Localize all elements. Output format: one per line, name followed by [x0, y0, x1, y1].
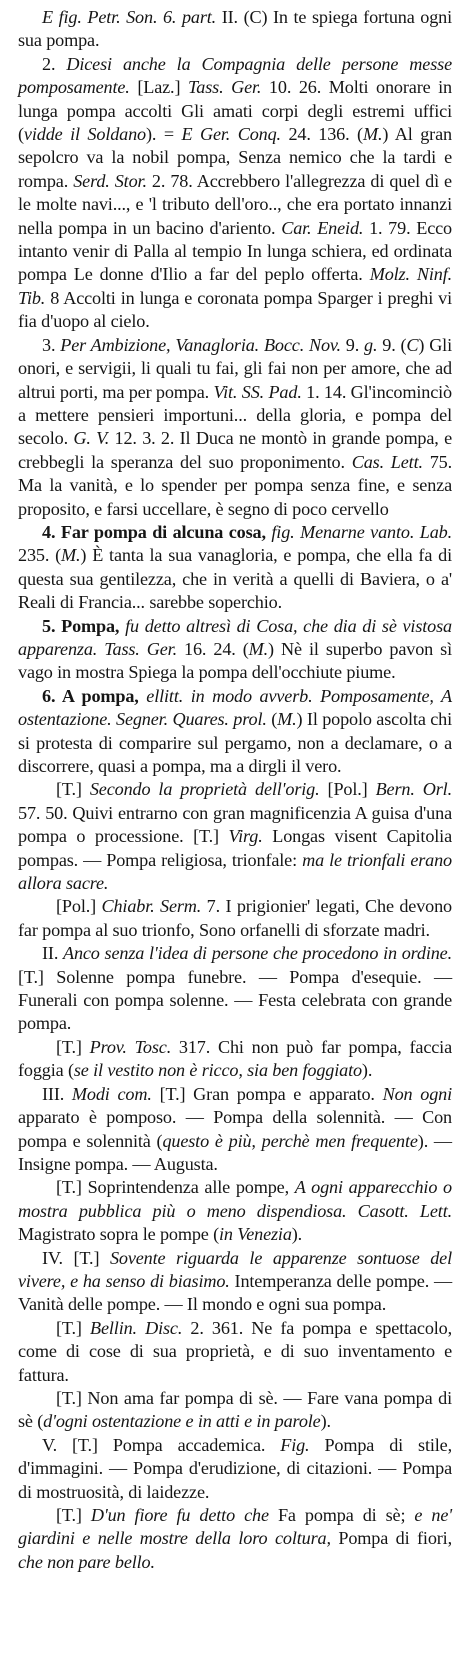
italic-text: Chiabr. Serm.: [101, 896, 202, 917]
body-text: [T.] Soprintendenza alle pompe,: [56, 1177, 295, 1198]
bold-headword: 4. Far pompa di alcuna cosa,: [42, 521, 272, 542]
body-text: [Laz.]: [129, 77, 188, 98]
body-text: [T.] Gran pompa e apparato.: [151, 1083, 383, 1104]
italic-text: Sovente riguarda le apparenze sontuose del vivere, e ha senso di biasimo.: [18, 1247, 452, 1291]
body-text: 10. 26. Molti onorare in lunga pompa accolti Gli amati corpi degli estremi uffici (: [18, 77, 452, 145]
body-text: ) Nè il superbo pavon sì vago in mostra Spiega la pompa dell'occhiute piume.: [18, 638, 452, 683]
italic-text: ellitt. in modo avverb. Pomposamente, A ostentazione. Segner. Quares. prol.: [18, 685, 453, 730]
italic-text: Car. Eneid.: [281, 217, 364, 238]
body-text: [Pol.]: [56, 896, 102, 917]
body-text: 1. 14. Gl'incominciò a mettere pensieri importuni... della gloria, e pompa del secolo.: [18, 381, 452, 449]
body-text: 12. 3. 2. Il Duca ne montò in grande pompa, e crebbegli la speranza del suo proponimento.: [18, 428, 453, 472]
italic-text: Serd. Stor.: [73, 170, 147, 191]
body-text: [T.]: [56, 1505, 91, 1525]
italic-text: M.: [362, 124, 383, 145]
italic-text: e ne' giardini e nelle mostre della loro coltura,: [18, 1505, 452, 1549]
body-text: 2.: [42, 53, 67, 74]
italic-text: se il vestito non è ricco, sia ben foggiato: [73, 1060, 362, 1081]
entry-paragraph: [18, 334, 452, 521]
italic-text: che non pare bello.: [18, 1551, 155, 1572]
italic-text: A ogni apparecchio o mostra pubblica più o meno dispendiosa. Casott. Lett.: [18, 1177, 452, 1221]
body-text: ) Il popolo ascolta chi si protesta di comparire sul pergamo, non a declamare, o a discorrere, quasi a pompa, ma a dirgli il vero.: [18, 709, 452, 776]
italic-text: Non ogni: [382, 1083, 453, 1104]
body-text: ) È tanta la sua vanagloria, e pompa, che ella fa di questa sua gentilezza, che in verità a quelli di Baviera, o a' Reali di Francia... sarebbe soperchio.: [18, 545, 452, 613]
body-text: 317. Chi non può far pompa, faccia foggia (: [18, 1036, 452, 1081]
entry-paragraph: [18, 895, 452, 942]
entry-paragraph: [18, 942, 452, 1036]
italic-text: ma le trionfali erano allora sacre.: [18, 849, 453, 894]
bold-headword: 6. A pompa,: [42, 685, 147, 706]
body-text: 7. I prigionier' legati, Che devono far pompa al suo trionfo, Sono orfanelli di sforzate madri.: [18, 896, 452, 940]
entry-paragraph: [18, 778, 452, 895]
entry-paragraph: [18, 685, 452, 779]
italic-text: g.: [364, 334, 378, 355]
italic-text: in Venezia: [219, 1224, 292, 1245]
entry-paragraph: [18, 1247, 452, 1317]
italic-text: M.: [277, 709, 297, 730]
italic-text: Dicesi anche la Compagnia delle persone messe pomposamente.: [18, 53, 452, 98]
body-text: IV. [T.]: [42, 1247, 110, 1268]
italic-text: Prov. Tosc.: [89, 1036, 172, 1057]
body-text: ).: [291, 1224, 303, 1245]
italic-text: E Ger. Conq.: [181, 124, 281, 145]
entry-paragraph: [18, 1434, 452, 1504]
italic-text: D'un fiore fu detto che: [90, 1505, 269, 1525]
italic-text: Anco senza l'idea di persone che procedono in ordine.: [62, 943, 453, 964]
italic-text: E fig. Petr. Son. 6. part.: [42, 7, 222, 27]
body-text: 8 Accolti in lunga e coronata pompa Sparger i preghi vi fia d'uopo al cielo.: [18, 287, 452, 332]
body-text: (C) In te spiega fortuna ogni sua pompa.: [18, 7, 453, 51]
body-text: 2. 361. Ne fa pompa e spettacolo, come di cose di sua proprietà, e di suo inventamento e fattura.: [18, 1317, 453, 1385]
italic-text: fig. Menarne vanto. Lab.: [271, 521, 453, 542]
italic-text: Virg.: [228, 826, 263, 847]
body-text: [T.]: [56, 1317, 90, 1338]
body-text: V. [T.] Pompa accademica.: [42, 1434, 281, 1455]
body-text: [Pol.]: [319, 779, 376, 800]
entry-paragraph: [18, 1387, 452, 1434]
body-text: 3.: [42, 334, 61, 355]
body-text: 9.: [340, 334, 365, 355]
entry-paragraph: [18, 1083, 452, 1177]
body-text: [T.]: [56, 779, 90, 800]
body-text: II.: [42, 943, 63, 964]
italic-text: G. V.: [73, 428, 110, 449]
italic-text: vidde il Soldano: [23, 124, 146, 145]
body-text: Intemperanza delle pompe. — Vanità delle pompe. — Il mondo e ogni sua pompa.: [18, 1270, 452, 1315]
body-text: ). =: [146, 124, 182, 145]
italic-text: questo è più, perchè men frequente: [162, 1130, 418, 1151]
body-text: Magistrato sopra le pompe (: [18, 1224, 220, 1245]
italic-text: Bern. Orl.: [375, 779, 452, 800]
bold-headword: 5. Pompa,: [42, 615, 126, 636]
italic-text: Bellin. Disc.: [90, 1317, 183, 1338]
body-text: apparato è pomposo. — Pompa della solennità. — Con pompa e solennità (: [18, 1107, 452, 1151]
italic-text: Secondo la proprietà dell'orig.: [89, 779, 320, 800]
body-text: 1. 79. Ecco intanto venir di Palla al tempio In lunga schiera, ed ordinata pompa Le donne d'Ilio a far del peplo offerta.: [18, 217, 452, 285]
italic-text: M.: [248, 638, 269, 659]
body-text: Pompa di fiori,: [330, 1528, 452, 1549]
italic-text: Tass. Ger.: [187, 77, 262, 98]
body-text: ) Al gran sepolcro va la nobil pompa, Senza nemico che la tardi e rompa.: [18, 124, 452, 191]
body-text: [T.]: [56, 1036, 90, 1057]
body-text: Longas visent Capitolia pompas. — Pompa religiosa, trionfale:: [18, 826, 452, 870]
entry-paragraph: [18, 1036, 452, 1083]
entry-paragraph: [18, 1176, 452, 1246]
entry-paragraph: [18, 53, 452, 334]
body-text: ) Gli onori, e servigii, li quali tu fai, gli fai non per amore, che ad altrui porti, ma per pompa.: [18, 334, 452, 402]
italic-text: Per Ambizione, Vanagloria. Bocc. Nov.: [60, 334, 341, 355]
body-text: 9. (: [377, 334, 407, 355]
italic-text: C: [406, 334, 419, 355]
italic-text: Modi com.: [71, 1083, 152, 1104]
body-text: 16. 24. (: [176, 638, 249, 659]
body-text: Fa pompa di sè;: [268, 1505, 415, 1525]
italic-text: fu detto altresì di Cosa, che dia di sè vistosa apparenza. Tass. Ger.: [18, 615, 452, 659]
body-text: 75. Ma la vanità, e lo spender per pompa senza fine, e senza proposito, e farsi uccellare, è segno di poco cervello: [18, 451, 452, 519]
small-caps-text: II.: [221, 7, 244, 27]
italic-text: Vit. SS. Pad.: [213, 381, 302, 402]
body-text: ). — Insigne pompa. — Augusta.: [18, 1130, 452, 1174]
body-text: ).: [320, 1411, 331, 1432]
body-text: [T.] Solenne pompa funebre. — Pompa d'esequie. — Funerali con pompa solenne. — Festa celebrata con grande pompa.: [18, 966, 452, 1034]
body-text: 235. (: [18, 545, 62, 566]
entry-paragraph: [18, 1504, 452, 1574]
italic-text: Molz. Ninf. Tib.: [18, 264, 452, 308]
body-text: 57. 50. Quivi entrarno con gran magnificenzia A guisa d'una pompa o processione. [T.]: [18, 802, 452, 847]
italic-text: d'ogni ostentazione e in atti e in parole: [43, 1411, 321, 1432]
body-text: 24. 136. (: [280, 124, 363, 145]
italic-text: M.: [61, 545, 81, 566]
entry-paragraph: [18, 615, 452, 685]
entry-paragraph: [18, 521, 452, 615]
body-text: ).: [361, 1060, 373, 1081]
italic-text: Cas. Lett.: [351, 451, 423, 472]
entry-paragraph: [18, 6, 452, 53]
body-text: Pompa di stile, d'immagini. — Pompa d'erudizione, di citazioni. — Pompa di mostruosità, di laidezze.: [18, 1434, 452, 1502]
body-text: 2. 78. Accrebbero l'allegrezza di quel dì e le molte navi..., e 'l tributo dell'oro.., che era portato innanzi nella pompa in un bacino d'ariento.: [18, 170, 452, 238]
entry-paragraph: [18, 1317, 452, 1387]
body-text: (: [266, 709, 278, 730]
body-text: III.: [42, 1083, 72, 1104]
body-text: [T.] Non ama far pompa di sè. — Fare vana pompa di sè (: [18, 1387, 452, 1432]
italic-text: Fig.: [280, 1434, 310, 1455]
